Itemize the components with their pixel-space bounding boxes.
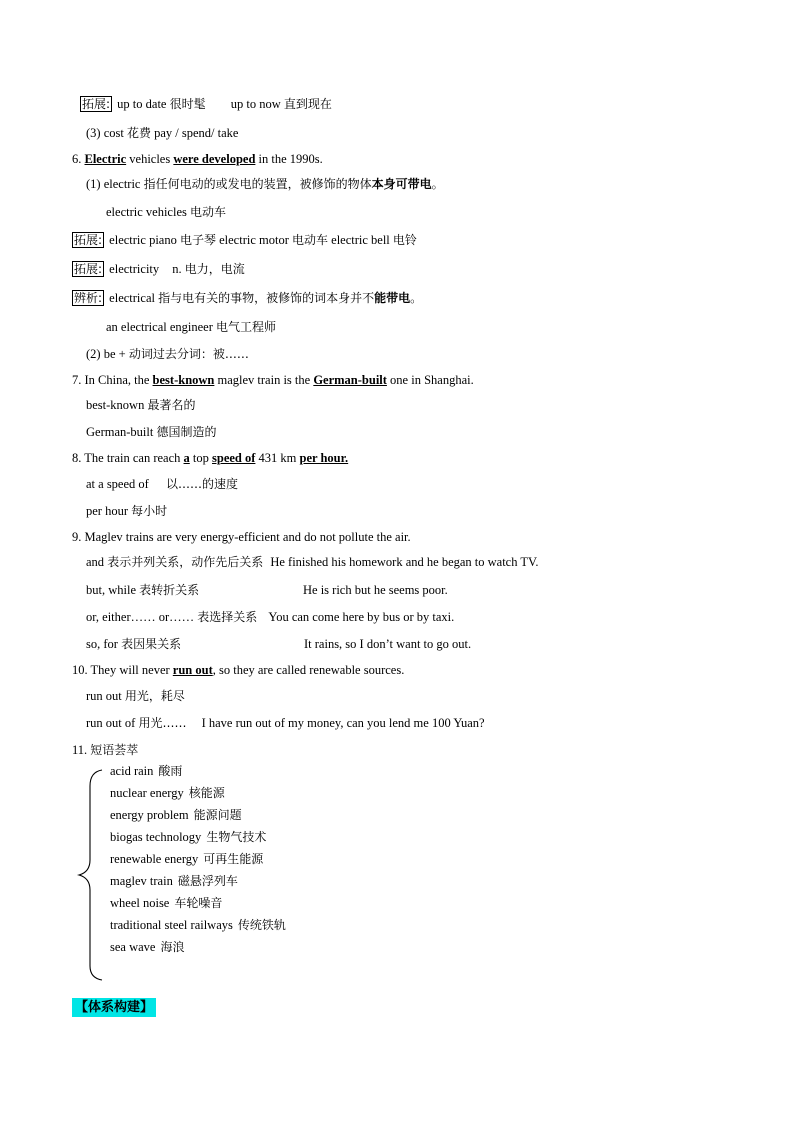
phrase-item: maglev train 磁悬浮列车	[110, 874, 238, 888]
passive-note: (2) be + 动词过去分词：被……	[86, 347, 249, 361]
conj-but-example: He is rich but he seems poor.	[303, 583, 448, 597]
german-built-note: German-built 德国制造的	[86, 425, 217, 439]
phrase-item: renewable energy 可再生能源	[110, 852, 264, 866]
phrase-item: traditional steel railways 传统铁轨	[110, 918, 286, 932]
sentence-7: 7. In China, the best-known maglev train is the German-built one in Shanghai.	[72, 373, 474, 387]
distinguish-electrical: 辨析: electrical 指与电有关的事物，被修饰的词本身并不能带电。	[74, 291, 423, 305]
section-heading: 【体系构建】	[72, 998, 156, 1017]
per-hour-note: per hour 每小时	[86, 504, 168, 518]
cost-line: (3) cost 花费 pay / spend/ take	[86, 126, 239, 140]
conj-but: but, while 表转折关系	[86, 583, 200, 597]
best-known-note: best-known 最著名的	[86, 398, 196, 412]
phrase-item: energy problem 能源问题	[110, 808, 242, 822]
sentence-8: 8. The train can reach a top speed of 431 km per hour.	[72, 451, 349, 465]
run-out-of-note: run out of 用光…… I have run out of my money, can you lend me 100 Yuan?	[86, 716, 485, 730]
phrase-item: nuclear energy 核能源	[110, 786, 225, 800]
expand-electric-examples: 拓展: electric piano 电子琴 electric motor 电动车 electric bell 电铃	[74, 233, 417, 247]
electric-note: (1) electric 指任何电动的或发电的装置，被修饰的物体本身可带电。	[86, 177, 444, 191]
conj-so-example: It rains, so I don’t want to go out.	[304, 637, 472, 651]
conj-or: or, either…… or…… 表选择关系 You can come here by bus or by taxi.	[86, 610, 455, 624]
conj-and: and 表示并列关系，动作先后关系 He finished his homework and he began to watch TV.	[86, 555, 539, 569]
phrase-item: sea wave 海浪	[110, 940, 185, 954]
phrase-item: biogas technology 生物气技术	[110, 830, 267, 844]
sentence-10: 10. They will never run out, so they are called renewable sources.	[72, 663, 405, 677]
sentence-9: 9. Maglev trains are very energy-efficient and do not pollute the air.	[72, 530, 411, 544]
run-out-note: run out 用光，耗尽	[86, 689, 185, 703]
phrase-item: acid rain 酸雨	[110, 764, 183, 778]
at-a-speed-of-note: at a speed of 以……的速度	[86, 477, 238, 491]
sentence-6: 6. Electric vehicles were developed in the 1990s.	[72, 152, 323, 166]
expand-line-up-to-date: 拓展: up to date 很时髦 up to now 直到现在	[82, 97, 332, 111]
expand-electricity: 拓展: electricity n. 电力，电流	[74, 262, 245, 276]
phrase-section-title: 11. 短语荟萃	[72, 743, 139, 757]
expand-label: 拓展:	[82, 97, 111, 111]
phrase-item: wheel noise 车轮噪音	[110, 896, 223, 910]
conj-so: so, for 表因果关系	[86, 637, 182, 651]
electrical-engineer-example: an electrical engineer 电气工程师	[106, 320, 277, 334]
left-brace-icon	[76, 768, 104, 982]
electric-vehicles-example: electric vehicles 电动车	[106, 205, 226, 219]
